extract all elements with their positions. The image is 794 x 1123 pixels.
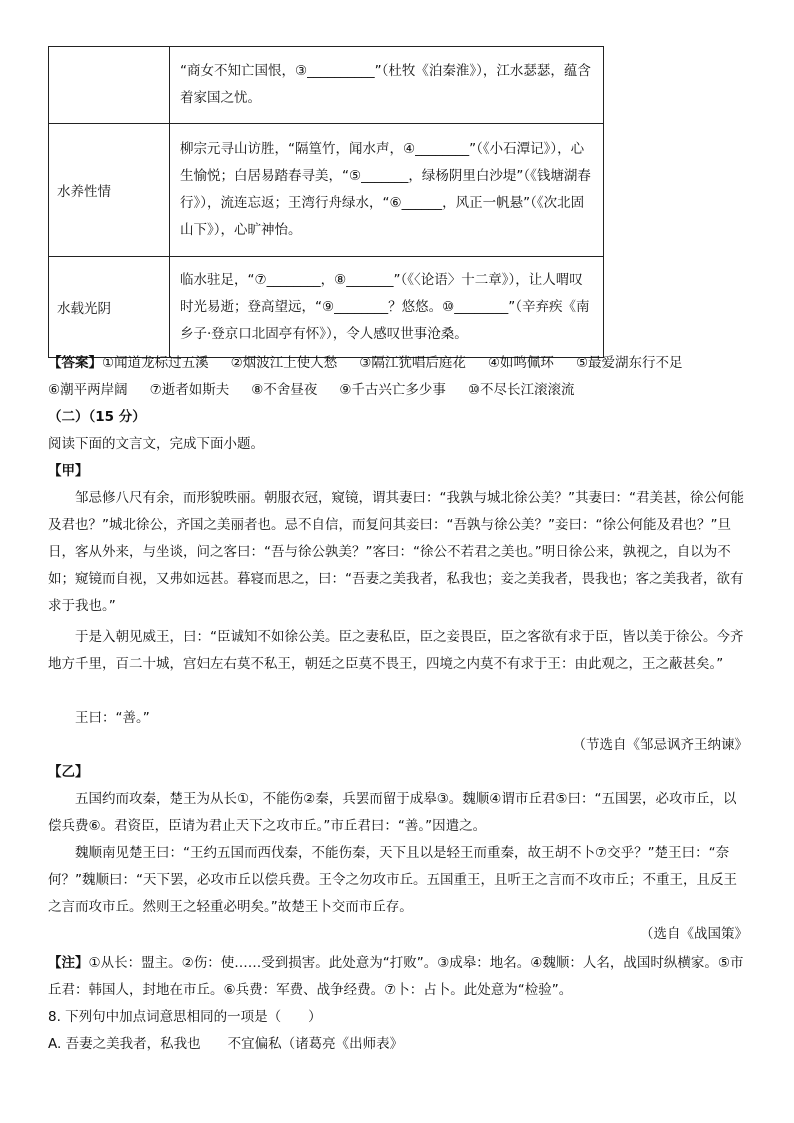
passage-jia-paragraph: 王曰：“善。” [75, 710, 150, 726]
passage-yi-source: （选自《战国策》 [640, 926, 748, 942]
notes-text: ①从长：盟主。②伤：使……受到损害。此处意为“打败”。③成皋：地名。④魏顺：人名，战国时纵横家。⑤市丘君：韩国人，封地在市丘。⑥兵费：军费、战争经费。⑦卜：占卜。此处意为“检验”。 [48, 955, 744, 998]
notes-label: 【注】 [48, 955, 89, 971]
answer-item: ⑥潮平两岸阔 [48, 382, 128, 398]
content-cell: 柳宗元寻山访胜，“隔篁竹，闻水声，④________”（《小石潭记》），心生愉悦；白居易踏春寻美，“⑤_______，绿杨阴里白沙堤”（《钱塘湖春行》），流连忘返；王湾行舟绿水，“⑥______，风正一帆悬”（《次北固山下》），心旷神怡。 [170, 124, 604, 257]
section-heading: （二）（15 分） [48, 409, 146, 425]
answer-item: ⑧不舍昼夜 [251, 382, 318, 398]
passage-jia-paragraph: 于是入朝见威王，曰：“臣诚知不如徐公美。臣之妻私臣，臣之妾畏臣，臣之客欲有求于臣，皆以美于徐公。今齐地方千里，百二十城，宫妇左右莫不私王，朝廷之臣莫不畏王，四境之内莫不有求于王：由此观之，王之蔽甚矣。” [48, 629, 744, 672]
section-intro: 阅读下面的文言文，完成下面小题。 [48, 436, 264, 452]
table-row [49, 257, 604, 358]
content-cell: “商女不知亡国恨，③__________”（杜牧《泊秦淮》），江水瑟瑟，蕴含着家国之忧。 [170, 47, 604, 124]
question-option-a: A. 吾妻之美我者，私我也 不宜偏私（诸葛亮《出师表》 [48, 1036, 404, 1052]
answer-item: ①闻道龙标过五溪 [102, 355, 209, 371]
question-stem: 8. 下列句中加点词意思相同的一项是（ ） [48, 1009, 322, 1025]
poem-table [48, 46, 604, 358]
answer-item: ⑦逝者如斯夫 [149, 382, 230, 398]
answer-item: ⑨千古兴亡多少事 [339, 382, 446, 398]
theme-cell: 水载光阴 [49, 257, 170, 358]
table-row [49, 47, 604, 124]
answer-label: 【答案】 [48, 355, 102, 371]
passage-jia-label: 【甲】 [48, 463, 89, 479]
answer-item: ⑤最爱湖东行不足 [575, 355, 683, 371]
passage-yi-paragraph: 魏顺南见楚王曰：“王约五国而西伐秦，不能伤秦，天下且以是轻王而重秦，故王胡不卜⑦交乎？”楚王曰：“奈何？”魏顺曰：“天下罢，必攻市丘以偿兵费。王令之勿攻市丘。五国重王，且听王之言而不攻市丘；不重王，且反王之言而攻市丘。然则王之轻重必明矣。”故楚王卜交而市丘存。 [48, 845, 737, 915]
answer-item: ⑩不尽长江滚滚流 [467, 382, 575, 398]
answer-block [48, 350, 748, 404]
theme-cell [49, 47, 170, 124]
content-cell: 临水驻足，“⑦________，⑧_______”（《〈论语〉十二章》），让人喟叹时光易逝；登高望远，“⑨________？悠悠。⑩________”（辛弃疾《南乡子·登京口北固亭有怀》），令人感叹世事沧桑。 [170, 257, 604, 358]
passage-yi-paragraph: 五国约而攻秦，楚王为从长①，不能伤②秦，兵罢而留于成皋③。魏顺④谓市丘君⑤曰：“五国罢，必攻市丘，以偿兵费⑥。君资臣，臣请为君止天下之攻市丘。”市丘君曰：“善。”因遣之。 [48, 791, 737, 834]
passage-jia-paragraph: 邹忌修八尺有余，而形貌昳丽。朝服衣冠，窥镜，谓其妻曰：“我孰与城北徐公美？”其妻曰：“君美甚，徐公何能及君也？”城北徐公，齐国之美丽者也。忌不自信，而复问其妾曰：“吾孰与徐公美？”妾曰：“徐公何能及君也？”旦日，客从外来，与坐谈，问之客曰：“吾与徐公孰美？”客曰：“徐公不若君之美也。”明日徐公来，孰视之，自以为不如；窥镜而自视，又弗如远甚。暮寝而思之，曰：“吾妻之美我者，私我也；妾之美我者，畏我也；客之美我者，欲有求于我也。” [48, 490, 744, 614]
table-row [49, 124, 604, 257]
theme-cell: 水养性情 [49, 124, 170, 257]
answer-item: ③隔江犹唱后庭花 [359, 355, 466, 371]
passage-yi-label: 【乙】 [48, 764, 89, 780]
answer-item: ②烟波江上使人愁 [230, 355, 338, 371]
answer-item: ④如鸣佩环 [487, 355, 554, 371]
notes [48, 950, 748, 1004]
passage-jia-source: （节选自《邹忌讽齐王纳谏》 [572, 737, 748, 753]
